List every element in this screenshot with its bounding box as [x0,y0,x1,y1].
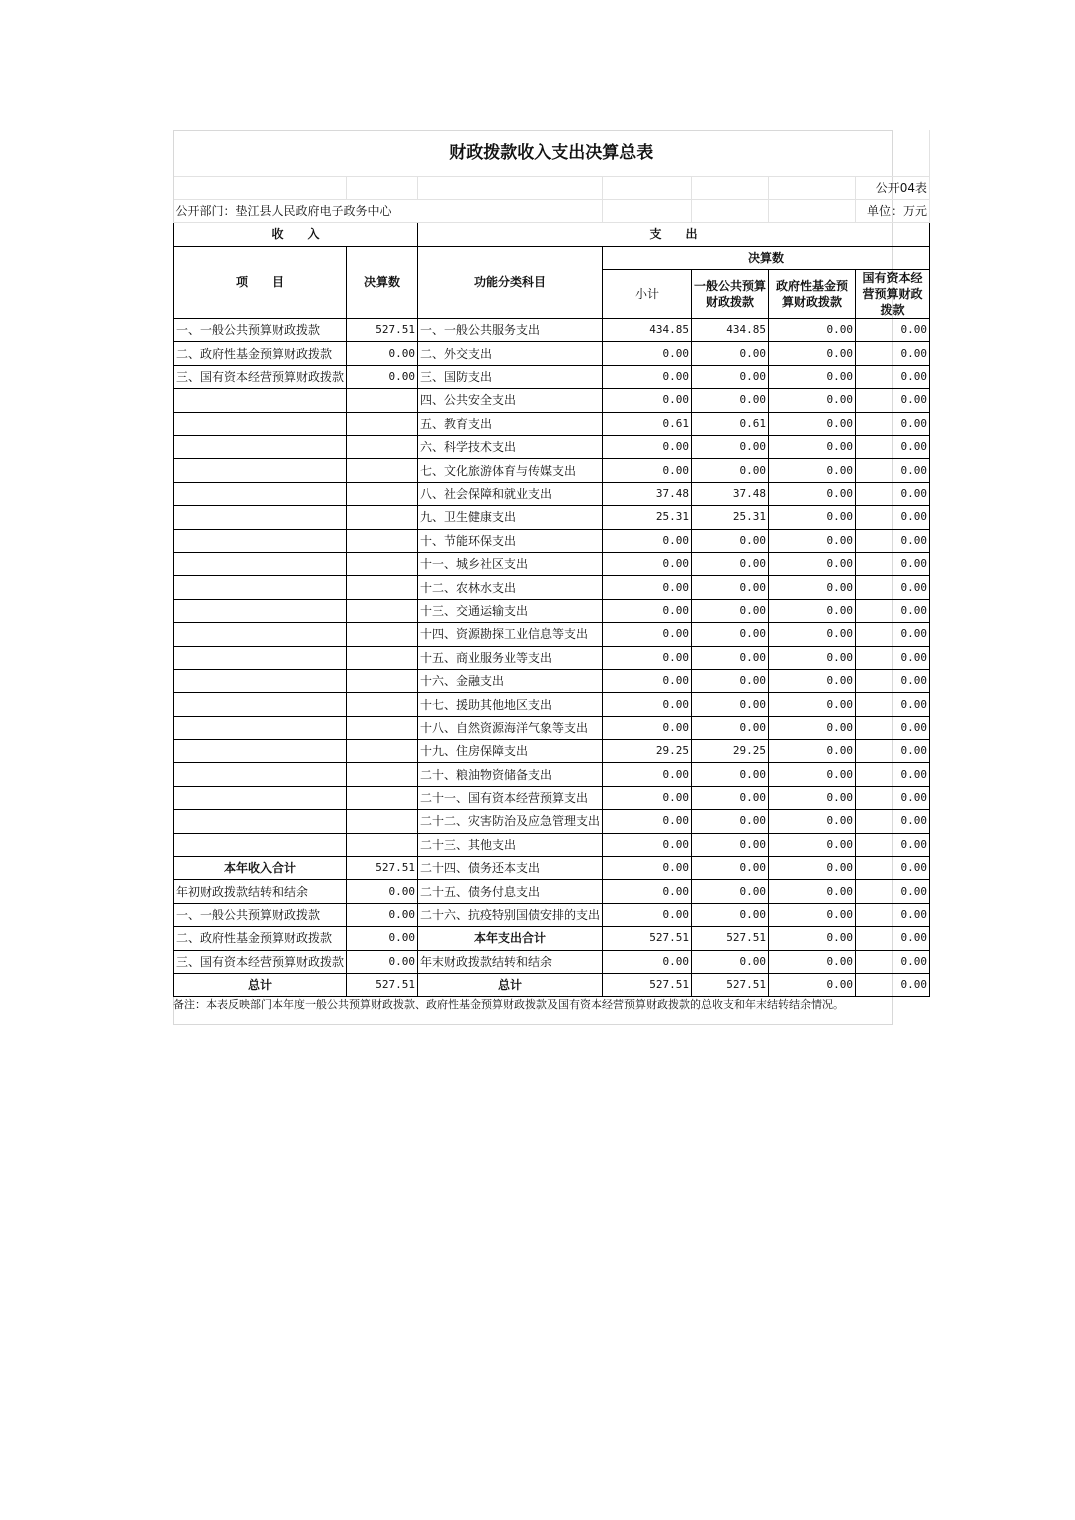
income-amount-cell [347,669,418,692]
table-row [174,506,930,529]
state-capital-cell: 0.00 [856,646,930,669]
income-amount-cell [347,552,418,575]
unit-label: 单位：万元 [856,199,930,222]
fund-budget-cell: 0.00 [769,506,856,529]
page-title: 财政拨款收入支出决算总表 [174,130,930,176]
table-row [174,436,930,459]
income-amount-cell [347,412,418,435]
expense-item-cell: 十二、农林水支出 [418,576,603,599]
income-item-cell [174,389,347,412]
income-item-cell: 三、国有资本经营预算财政拨款 [174,950,347,973]
expense-item-cell: 二十一、国有资本经营预算支出 [418,786,603,809]
state-capital-cell: 0.00 [856,833,930,856]
general-budget-cell: 0.00 [692,389,769,412]
state-capital-cell: 0.00 [856,693,930,716]
expense-item-cell: 十六、金融支出 [418,669,603,692]
subtotal-cell: 0.00 [603,342,692,365]
expense-item-cell: 二十、粮油物资储备支出 [418,763,603,786]
state-capital-cell: 0.00 [856,365,930,388]
expense-item-cell: 本年支出合计 [418,927,603,950]
table-row [174,412,930,435]
expense-item-cell: 八、社会保障和就业支出 [418,482,603,505]
income-item-cell [174,716,347,739]
fund-budget-cell: 0.00 [769,716,856,739]
expense-item-cell: 二十四、债务还本支出 [418,857,603,880]
table-row [174,623,930,646]
general-budget-header: 一般公共预算财政拨款 [692,270,769,319]
general-budget-cell: 0.00 [692,669,769,692]
expense-item-cell: 二十三、其他支出 [418,833,603,856]
table-row [174,810,930,833]
general-budget-cell: 0.00 [692,436,769,459]
subtotal-cell: 0.00 [603,576,692,599]
fund-budget-cell: 0.00 [769,974,856,997]
subtotal-cell: 527.51 [603,927,692,950]
general-budget-cell: 0.00 [692,950,769,973]
subtotal-cell: 0.00 [603,552,692,575]
subtotal-cell: 0.00 [603,623,692,646]
general-budget-cell: 434.85 [692,319,769,342]
income-item-cell [174,810,347,833]
general-budget-cell: 0.00 [692,716,769,739]
table-row [174,903,930,926]
expense-item-cell: 十四、资源勘探工业信息等支出 [418,623,603,646]
subtotal-cell: 0.00 [603,436,692,459]
income-amount-cell [347,389,418,412]
subtotal-cell: 0.00 [603,950,692,973]
income-item-cell [174,482,347,505]
subtotal-cell: 0.61 [603,412,692,435]
income-amount-cell: 0.00 [347,903,418,926]
general-budget-cell: 0.00 [692,786,769,809]
state-capital-cell: 0.00 [856,786,930,809]
table-row [174,716,930,739]
subtotal-cell: 0.00 [603,693,692,716]
subtotal-cell: 527.51 [603,974,692,997]
subtotal-cell: 0.00 [603,903,692,926]
general-budget-cell: 0.00 [692,529,769,552]
fund-budget-cell: 0.00 [769,459,856,482]
expense-item-cell: 十一、城乡社区支出 [418,552,603,575]
fund-budget-cell: 0.00 [769,412,856,435]
general-budget-cell: 25.31 [692,506,769,529]
income-item-cell [174,576,347,599]
subtotal-cell: 0.00 [603,459,692,482]
general-budget-cell: 0.00 [692,552,769,575]
subtotal-cell: 0.00 [603,389,692,412]
income-amount-cell [347,506,418,529]
income-item-cell [174,599,347,622]
income-item-cell [174,669,347,692]
general-budget-cell: 527.51 [692,927,769,950]
state-capital-cell: 0.00 [856,716,930,739]
table-row [174,740,930,763]
fund-budget-cell: 0.00 [769,389,856,412]
subtotal-cell: 0.00 [603,763,692,786]
table-row [174,669,930,692]
expense-header: 支 出 [418,223,930,246]
income-item-cell [174,740,347,763]
fund-budget-cell: 0.00 [769,365,856,388]
income-amount-cell: 0.00 [347,342,418,365]
income-item-cell: 本年收入合计 [174,857,347,880]
income-amount-cell: 0.00 [347,950,418,973]
income-item-cell [174,412,347,435]
general-budget-cell: 0.00 [692,646,769,669]
state-capital-cell: 0.00 [856,669,930,692]
income-amount-cell [347,482,418,505]
income-amount-cell: 527.51 [347,974,418,997]
state-capital-header: 国有资本经营预算财政拨款 [856,270,930,319]
income-item-cell [174,529,347,552]
general-budget-cell: 527.51 [692,974,769,997]
state-capital-cell: 0.00 [856,599,930,622]
income-item-cell [174,763,347,786]
general-budget-cell: 0.00 [692,833,769,856]
subtotal-cell: 25.31 [603,506,692,529]
income-item-cell [174,833,347,856]
expense-item-cell: 九、卫生健康支出 [418,506,603,529]
fund-budget-cell: 0.00 [769,482,856,505]
fiscal-summary-table [173,130,930,997]
income-item-cell: 一、一般公共预算财政拨款 [174,903,347,926]
general-budget-cell: 0.00 [692,810,769,833]
subtotal-cell: 0.00 [603,365,692,388]
state-capital-cell: 0.00 [856,482,930,505]
expense-item-cell: 十、节能环保支出 [418,529,603,552]
fund-budget-cell: 0.00 [769,319,856,342]
income-amount-cell [347,716,418,739]
income-amount-cell: 527.51 [347,857,418,880]
table-note: 备注：本表反映部门本年度一般公共预算财政拨款、政府性基金预算财政拨款及国有资本经营预算财政拨款的总收支和年末结转结余情况。 [173,998,844,1011]
income-item-cell: 二、政府性基金预算财政拨款 [174,342,347,365]
expense-item-cell: 十九、住房保障支出 [418,740,603,763]
table-code: 公开04表 [856,176,930,199]
general-budget-cell: 0.00 [692,763,769,786]
income-amount-cell [347,833,418,856]
subtotal-header: 小计 [603,270,692,319]
expense-item-cell: 四、公共安全支出 [418,389,603,412]
fund-budget-cell: 0.00 [769,810,856,833]
general-budget-cell: 0.61 [692,412,769,435]
fund-budget-cell: 0.00 [769,436,856,459]
general-budget-cell: 0.00 [692,880,769,903]
table-row [174,646,930,669]
table-row [174,552,930,575]
state-capital-cell: 0.00 [856,857,930,880]
income-amount-cell [347,786,418,809]
state-capital-cell: 0.00 [856,903,930,926]
state-capital-cell: 0.00 [856,436,930,459]
table-row [174,459,930,482]
income-item-cell [174,459,347,482]
expense-item-cell: 年末财政拨款结转和结余 [418,950,603,973]
income-amount-cell: 0.00 [347,365,418,388]
subtotal-cell: 0.00 [603,786,692,809]
state-capital-cell: 0.00 [856,529,930,552]
general-budget-cell: 0.00 [692,623,769,646]
fund-budget-cell: 0.00 [769,669,856,692]
subtotal-cell: 434.85 [603,319,692,342]
income-amount-cell [347,646,418,669]
state-capital-cell: 0.00 [856,459,930,482]
general-budget-cell: 0.00 [692,693,769,716]
expense-item-cell: 二十六、抗疫特别国债安排的支出 [418,903,603,926]
income-item-cell: 二、政府性基金预算财政拨款 [174,927,347,950]
state-capital-cell: 0.00 [856,950,930,973]
func-class-header: 功能分类科目 [418,246,603,318]
table-row [174,389,930,412]
fund-budget-cell: 0.00 [769,693,856,716]
fund-budget-cell: 0.00 [769,833,856,856]
table-row [174,880,930,903]
state-capital-cell: 0.00 [856,389,930,412]
general-budget-cell: 0.00 [692,857,769,880]
subtotal-cell: 0.00 [603,646,692,669]
fund-budget-cell: 0.00 [769,576,856,599]
fund-budget-cell: 0.00 [769,903,856,926]
state-capital-cell: 0.00 [856,880,930,903]
state-capital-cell: 0.00 [856,319,930,342]
general-budget-cell: 0.00 [692,903,769,926]
expense-item-cell: 十七、援助其他地区支出 [418,693,603,716]
state-capital-cell: 0.00 [856,974,930,997]
income-amount-cell [347,529,418,552]
income-item-cell [174,506,347,529]
fund-budget-cell: 0.00 [769,927,856,950]
income-amount-cell [347,436,418,459]
income-amount-cell [347,623,418,646]
state-capital-cell: 0.00 [856,740,930,763]
fund-budget-cell: 0.00 [769,646,856,669]
fund-budget-cell: 0.00 [769,529,856,552]
fund-budget-cell: 0.00 [769,740,856,763]
expense-item-cell: 七、文化旅游体育与传媒支出 [418,459,603,482]
general-budget-cell: 0.00 [692,459,769,482]
table-row [174,950,930,973]
subtotal-cell: 0.00 [603,716,692,739]
table-row [174,974,930,997]
decision-header: 决算数 [603,246,930,269]
fund-budget-cell: 0.00 [769,763,856,786]
expense-item-cell: 五、教育支出 [418,412,603,435]
income-item-cell [174,646,347,669]
table-row [174,927,930,950]
table-row [174,693,930,716]
expense-item-cell: 二十二、灾害防治及应急管理支出 [418,810,603,833]
table-row [174,599,930,622]
general-budget-cell: 0.00 [692,342,769,365]
income-amount-cell: 0.00 [347,880,418,903]
income-item-cell [174,552,347,575]
amount-header: 决算数 [347,246,418,318]
subtotal-cell: 0.00 [603,880,692,903]
expense-item-cell: 三、国防支出 [418,365,603,388]
fund-budget-cell: 0.00 [769,786,856,809]
expense-item-cell: 二十五、债务付息支出 [418,880,603,903]
fund-budget-cell: 0.00 [769,342,856,365]
subtotal-cell: 0.00 [603,529,692,552]
fund-budget-cell: 0.00 [769,599,856,622]
table-row [174,319,930,342]
income-amount-cell [347,576,418,599]
item-header: 项 目 [174,246,347,318]
expense-item-cell: 二、外交支出 [418,342,603,365]
fund-budget-cell: 0.00 [769,880,856,903]
income-amount-cell [347,693,418,716]
subtotal-cell: 0.00 [603,857,692,880]
state-capital-cell: 0.00 [856,506,930,529]
table-row [174,529,930,552]
subtotal-cell: 0.00 [603,669,692,692]
subtotal-cell: 0.00 [603,833,692,856]
table-row [174,786,930,809]
table-row [174,342,930,365]
income-item-cell: 年初财政拨款结转和结余 [174,880,347,903]
income-amount-cell: 0.00 [347,927,418,950]
fund-budget-cell: 0.00 [769,950,856,973]
income-amount-cell [347,763,418,786]
income-item-cell [174,786,347,809]
subtotal-cell: 0.00 [603,599,692,622]
expense-item-cell: 一、一般公共服务支出 [418,319,603,342]
state-capital-cell: 0.00 [856,412,930,435]
state-capital-cell: 0.00 [856,810,930,833]
general-budget-cell: 0.00 [692,576,769,599]
state-capital-cell: 0.00 [856,623,930,646]
state-capital-cell: 0.00 [856,576,930,599]
income-item-cell [174,436,347,459]
subtotal-cell: 0.00 [603,810,692,833]
income-amount-cell [347,599,418,622]
income-amount-cell [347,740,418,763]
state-capital-cell: 0.00 [856,927,930,950]
table-row [174,576,930,599]
income-item-cell [174,623,347,646]
subtotal-cell: 29.25 [603,740,692,763]
table-row [174,763,930,786]
fund-budget-header: 政府性基金预算财政拨款 [769,270,856,319]
income-item-cell: 总计 [174,974,347,997]
state-capital-cell: 0.00 [856,763,930,786]
income-amount-cell: 527.51 [347,319,418,342]
state-capital-cell: 0.00 [856,342,930,365]
income-header: 收 入 [174,223,418,246]
subtotal-cell: 37.48 [603,482,692,505]
general-budget-cell: 29.25 [692,740,769,763]
income-item-cell: 一、一般公共预算财政拨款 [174,319,347,342]
table-row [174,857,930,880]
table-row [174,365,930,388]
general-budget-cell: 37.48 [692,482,769,505]
general-budget-cell: 0.00 [692,599,769,622]
fund-budget-cell: 0.00 [769,623,856,646]
expense-item-cell: 十五、商业服务业等支出 [418,646,603,669]
income-item-cell [174,693,347,716]
state-capital-cell: 0.00 [856,552,930,575]
expense-item-cell: 十八、自然资源海洋气象等支出 [418,716,603,739]
income-amount-cell [347,810,418,833]
expense-item-cell: 总计 [418,974,603,997]
department-label: 公开部门：垫江县人民政府电子政务中心 [174,199,603,222]
general-budget-cell: 0.00 [692,365,769,388]
expense-item-cell: 十三、交通运输支出 [418,599,603,622]
income-amount-cell [347,459,418,482]
expense-item-cell: 六、科学技术支出 [418,436,603,459]
fund-budget-cell: 0.00 [769,552,856,575]
table-row [174,833,930,856]
income-item-cell: 三、国有资本经营预算财政拨款 [174,365,347,388]
fund-budget-cell: 0.00 [769,857,856,880]
table-row [174,482,930,505]
